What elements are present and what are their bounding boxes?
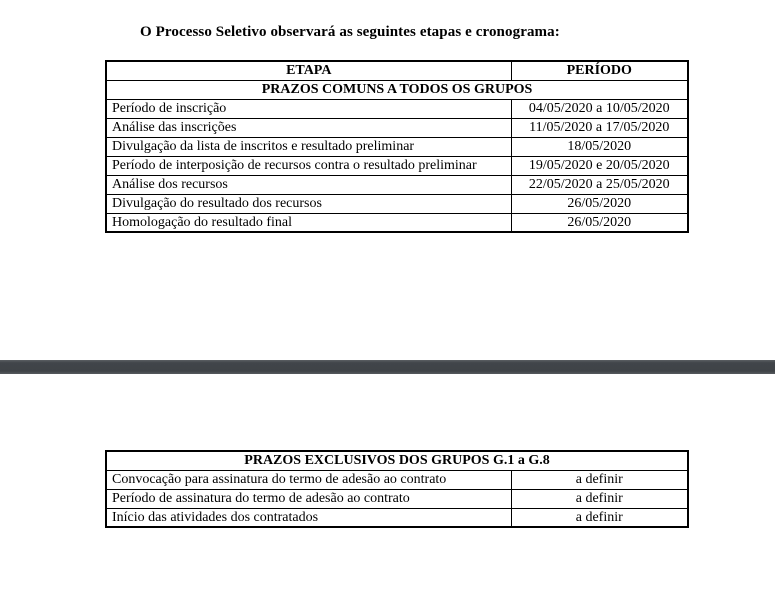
etapa-cell: Divulgação da lista de inscritos e resultado preliminar <box>106 137 511 156</box>
periodo-cell: 19/05/2020 e 20/05/2020 <box>511 156 688 175</box>
table-row <box>106 118 688 137</box>
etapa-cell: Período de inscrição <box>106 99 511 118</box>
table-row <box>106 508 688 527</box>
etapa-cell: Análise dos recursos <box>106 175 511 194</box>
column-header-etapa: ETAPA <box>106 61 511 80</box>
table-row <box>106 99 688 118</box>
periodo-cell: a definir <box>511 508 688 527</box>
table-row <box>106 470 688 489</box>
periodo-cell: 18/05/2020 <box>511 137 688 156</box>
schedule-table-groups-body <box>106 470 688 527</box>
etapa-cell: Divulgação do resultado dos recursos <box>106 194 511 213</box>
periodo-cell: a definir <box>511 470 688 489</box>
table-row <box>106 175 688 194</box>
etapa-cell: Homologação do resultado final <box>106 213 511 232</box>
schedule-table-groups <box>105 450 689 528</box>
table-row <box>106 213 688 232</box>
etapa-cell: Análise das inscrições <box>106 118 511 137</box>
table-row <box>106 137 688 156</box>
periodo-cell: 04/05/2020 a 10/05/2020 <box>511 99 688 118</box>
schedule-table-common <box>105 60 689 233</box>
page-break-bar <box>0 360 775 374</box>
intro-paragraph: O Processo Seletivo observará as seguintes etapas e cronograma: <box>140 24 560 40</box>
periodo-cell: 22/05/2020 a 25/05/2020 <box>511 175 688 194</box>
schedule-table-common-body <box>106 99 688 232</box>
table-row <box>106 489 688 508</box>
etapa-cell: Período de assinatura do termo de adesão ao contrato <box>106 489 511 508</box>
periodo-cell: 26/05/2020 <box>511 213 688 232</box>
table-row <box>106 156 688 175</box>
section-header-cell: PRAZOS COMUNS A TODOS OS GRUPOS <box>106 80 688 99</box>
section-header-row <box>106 451 688 470</box>
periodo-cell: 26/05/2020 <box>511 194 688 213</box>
etapa-cell: Convocação para assinatura do termo de adesão ao contrato <box>106 470 511 489</box>
periodo-cell: 11/05/2020 a 17/05/2020 <box>511 118 688 137</box>
etapa-cell: Início das atividades dos contratados <box>106 508 511 527</box>
periodo-cell: a definir <box>511 489 688 508</box>
section-header-row <box>106 80 688 99</box>
column-header-periodo: PERÍODO <box>511 61 688 80</box>
section-header-cell: PRAZOS EXCLUSIVOS DOS GRUPOS G.1 a G.8 <box>106 451 688 470</box>
etapa-cell: Período de interposição de recursos contra o resultado preliminar <box>106 156 511 175</box>
table-row <box>106 194 688 213</box>
table-header-row <box>106 61 688 80</box>
